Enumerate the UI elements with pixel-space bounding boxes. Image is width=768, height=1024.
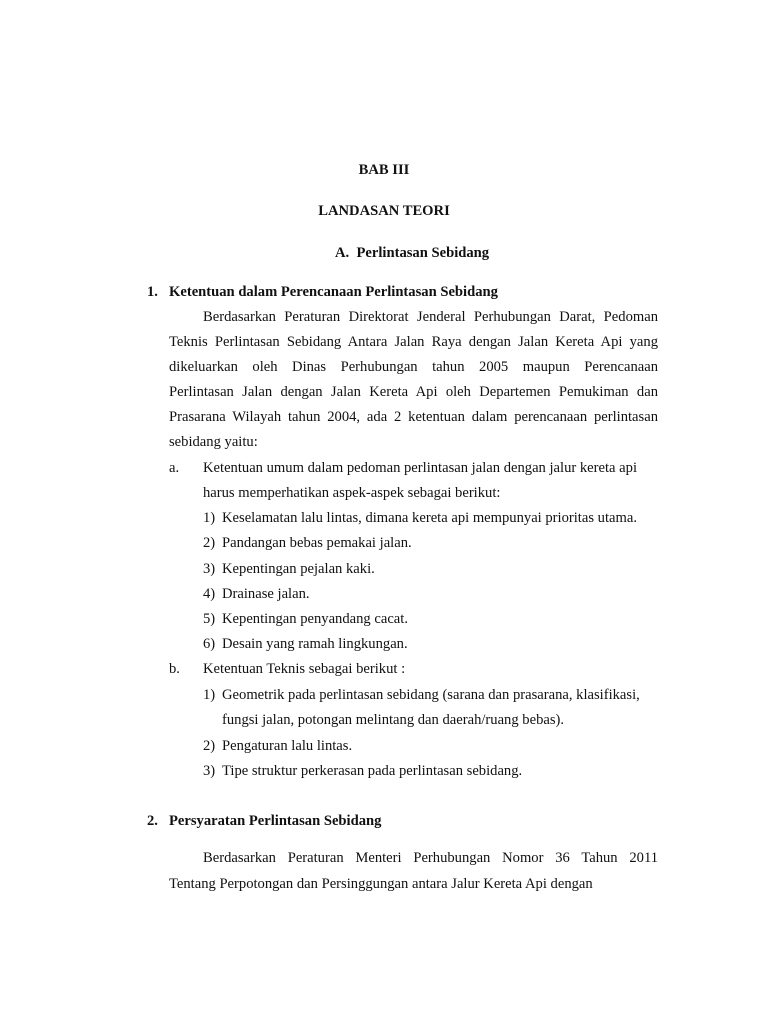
sub1-heading: Ketentuan dalam Perencanaan Perlintasan Sebidang xyxy=(169,284,498,300)
item-b-point-2-number: 2) xyxy=(203,738,216,754)
item-a-label: a. xyxy=(169,460,180,476)
sub2-para-line-2: Tentang Perpotongan dan Persinggungan antara Jalur Kereta Api dengan xyxy=(169,876,593,892)
item-b-line: Ketentuan Teknis sebagai berikut : xyxy=(203,661,406,677)
item-a-point-1-number: 1) xyxy=(203,510,216,526)
item-a-point-5-number: 5) xyxy=(203,611,216,627)
item-a-point-5-text: Kepentingan penyandang cacat. xyxy=(222,611,408,627)
sub1-para-line-3: dikeluarkan oleh Dinas Perhubungan tahun 2005 maupun Perencanaan xyxy=(169,359,658,375)
item-a-point-1-text: Keselamatan lalu lintas, dimana kereta api mempunyai prioritas utama. xyxy=(222,510,637,526)
sub1-para-line-1: Berdasarkan Peraturan Direktorat Jenderal Perhubungan Darat, Pedoman xyxy=(203,309,658,325)
item-a-point-3-text: Kepentingan pejalan kaki. xyxy=(222,561,375,577)
sub1-para-line-4: Perlintasan Jalan dengan Jalan Kereta Api oleh Departemen Pemukiman dan xyxy=(169,384,658,400)
item-a-point-6-number: 6) xyxy=(203,636,216,652)
item-a-point-4-number: 4) xyxy=(203,586,216,602)
item-b-point-3-text: Tipe struktur perkerasan pada perlintasan sebidang. xyxy=(222,763,523,779)
sub1-number: 1. xyxy=(147,284,158,300)
chapter-number: BAB III xyxy=(358,162,410,178)
item-a-line-2: harus memperhatikan aspek-aspek sebagai berikut: xyxy=(203,485,501,501)
item-b-point-1-number: 1) xyxy=(203,687,216,703)
item-b-point-3-number: 3) xyxy=(203,763,216,779)
item-a-point-4-text: Drainase jalan. xyxy=(222,586,310,602)
section-heading xyxy=(335,245,489,262)
item-a-point-6-text: Desain yang ramah lingkungan. xyxy=(222,636,408,652)
section-title: Perlintasan Sebidang xyxy=(356,245,490,261)
item-b-point-1-continuation: fungsi jalan, potongan melintang dan daerah/ruang bebas). xyxy=(222,712,565,728)
sub2-para-line-1: Berdasarkan Peraturan Menteri Perhubungan Nomor 36 Tahun 2011 xyxy=(203,850,658,866)
item-b-label: b. xyxy=(169,661,180,677)
item-a-point-3-number: 3) xyxy=(203,561,216,577)
sub2-number: 2. xyxy=(147,813,158,829)
sub1-para-line-6: sebidang yaitu: xyxy=(169,434,258,450)
item-b-point-2-text: Pengaturan lalu lintas. xyxy=(222,738,353,754)
sub1-para-line-5: Prasarana Wilayah tahun 2004, ada 2 ketentuan dalam perencanaan perlintasan xyxy=(169,409,658,425)
item-b-point-1-text: Geometrik pada perlintasan sebidang (sarana dan prasarana, klasifikasi, xyxy=(222,687,640,703)
item-a-point-2-number: 2) xyxy=(203,535,216,551)
sub1-para-line-2: Teknis Perlintasan Sebidang Antara Jalan Raya dengan Jalan Kereta Api yang xyxy=(169,334,658,350)
chapter-title: LANDASAN TEORI xyxy=(318,203,450,219)
item-a-line-1: Ketentuan umum dalam pedoman perlintasan jalan dengan jalur kereta api xyxy=(203,460,638,476)
sub2-heading: Persyaratan Perlintasan Sebidang xyxy=(169,813,382,829)
item-a-point-2-text: Pandangan bebas pemakai jalan. xyxy=(222,535,412,551)
section-letter: A. xyxy=(335,245,350,261)
